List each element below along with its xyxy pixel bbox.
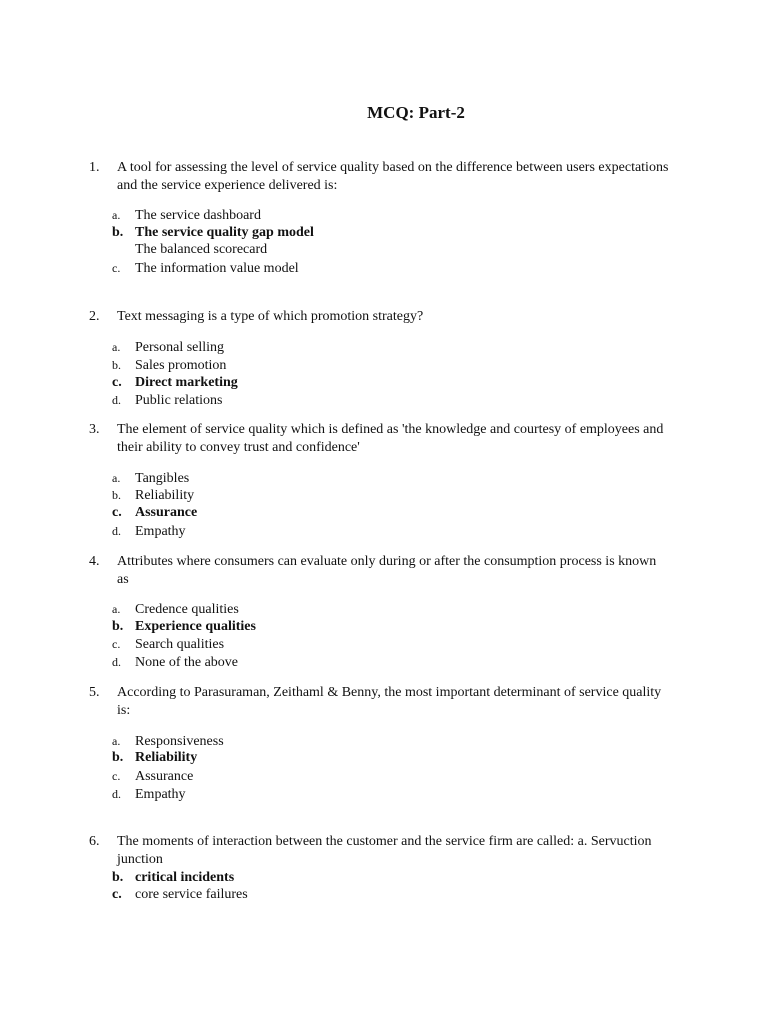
question-number: 2. <box>89 309 100 324</box>
option-2b <box>112 356 226 375</box>
option-letter: c. <box>112 505 122 520</box>
question-number: 5. <box>89 685 100 700</box>
option-1-unlettered <box>112 241 267 259</box>
option-6b-answer <box>112 869 234 887</box>
option-letter: b. <box>112 619 124 634</box>
option-text: Responsiveness <box>135 734 224 749</box>
option-text: Credence qualities <box>135 602 239 617</box>
option-text: Empathy <box>135 787 186 802</box>
option-1a <box>112 206 261 225</box>
option-4d <box>112 653 238 672</box>
option-letter: c. <box>112 261 121 275</box>
option-letter: b. <box>112 870 124 885</box>
option-3d <box>112 522 186 541</box>
question-number: 3. <box>89 422 100 437</box>
option-text: Empathy <box>135 524 186 539</box>
option-text: The service quality gap model <box>135 225 314 240</box>
question-text: The element of service quality which is defined as 'the knowledge and courtesy of employees and their ability to convey trust and confidence' <box>117 422 664 455</box>
option-3c-answer <box>112 504 197 522</box>
option-text: Tangibles <box>135 471 190 486</box>
option-text: Reliability <box>135 488 195 503</box>
option-text: Direct marketing <box>135 375 238 390</box>
option-text: Public relations <box>135 393 223 408</box>
question-5 <box>89 684 669 720</box>
option-text: Assurance <box>135 769 194 784</box>
question-text: The moments of interaction between the customer and the service firm are called: a. Servuction junction <box>117 834 652 867</box>
option-text: Assurance <box>135 505 198 520</box>
option-letter: b. <box>112 750 124 765</box>
option-text: The information value model <box>135 261 299 276</box>
option-4b-answer <box>112 618 256 636</box>
option-text: core service failures <box>135 887 248 902</box>
option-1c <box>112 259 299 278</box>
option-letter: b. <box>112 358 121 372</box>
option-letter: c. <box>112 637 121 651</box>
option-2d <box>112 391 223 410</box>
question-number: 4. <box>89 554 100 569</box>
option-5b-answer <box>112 749 197 767</box>
option-text: Personal selling <box>135 340 225 355</box>
option-letter: d. <box>112 787 121 801</box>
question-1 <box>89 159 669 195</box>
question-number: 6. <box>89 834 100 849</box>
option-letter: c. <box>112 375 122 390</box>
option-letter: c. <box>112 887 122 902</box>
question-text: Attributes where consumers can evaluate only during or after the consumption process is known as <box>117 554 657 587</box>
option-letter: d. <box>112 393 121 407</box>
option-text: Search qualities <box>135 637 225 652</box>
question-4 <box>89 553 669 589</box>
option-letter: d. <box>112 655 121 669</box>
option-3b <box>112 486 194 505</box>
option-text: critical incidents <box>135 870 235 885</box>
option-5c <box>112 767 193 786</box>
option-1b-answer <box>112 224 314 242</box>
option-6c <box>112 886 248 904</box>
option-2a <box>112 338 224 357</box>
option-letter: a. <box>112 208 121 222</box>
option-text: Sales promotion <box>135 358 227 373</box>
question-6 <box>89 833 669 869</box>
option-text: Reliability <box>135 750 198 765</box>
option-letter: b. <box>112 225 124 240</box>
option-5d <box>112 785 186 804</box>
question-3 <box>89 421 669 457</box>
option-letter: d. <box>112 524 121 538</box>
option-text: The service dashboard <box>135 208 261 223</box>
option-text: Experience qualities <box>135 619 256 634</box>
option-letter: b. <box>112 488 121 502</box>
option-letter: a. <box>112 471 121 485</box>
question-2 <box>89 308 669 326</box>
question-text: According to Parasuraman, Zeithaml & Benny, the most important determinant of service quality is: <box>117 685 662 718</box>
option-letter: c. <box>112 769 121 783</box>
question-number: 1. <box>89 160 100 175</box>
page-title: MCQ: Part-2 <box>367 103 465 122</box>
question-text: A tool for assessing the level of service quality based on the difference between users expectations and the service experience delivered is: <box>117 160 669 193</box>
option-4a <box>112 600 239 619</box>
option-letter: a. <box>112 734 121 748</box>
option-text: The balanced scorecard <box>135 242 268 257</box>
question-text: Text messaging is a type of which promotion strategy? <box>117 309 424 324</box>
option-2c-answer <box>112 374 238 392</box>
option-4c <box>112 635 224 654</box>
option-letter: a. <box>112 602 121 616</box>
option-letter: a. <box>112 340 121 354</box>
option-text: None of the above <box>135 655 239 670</box>
